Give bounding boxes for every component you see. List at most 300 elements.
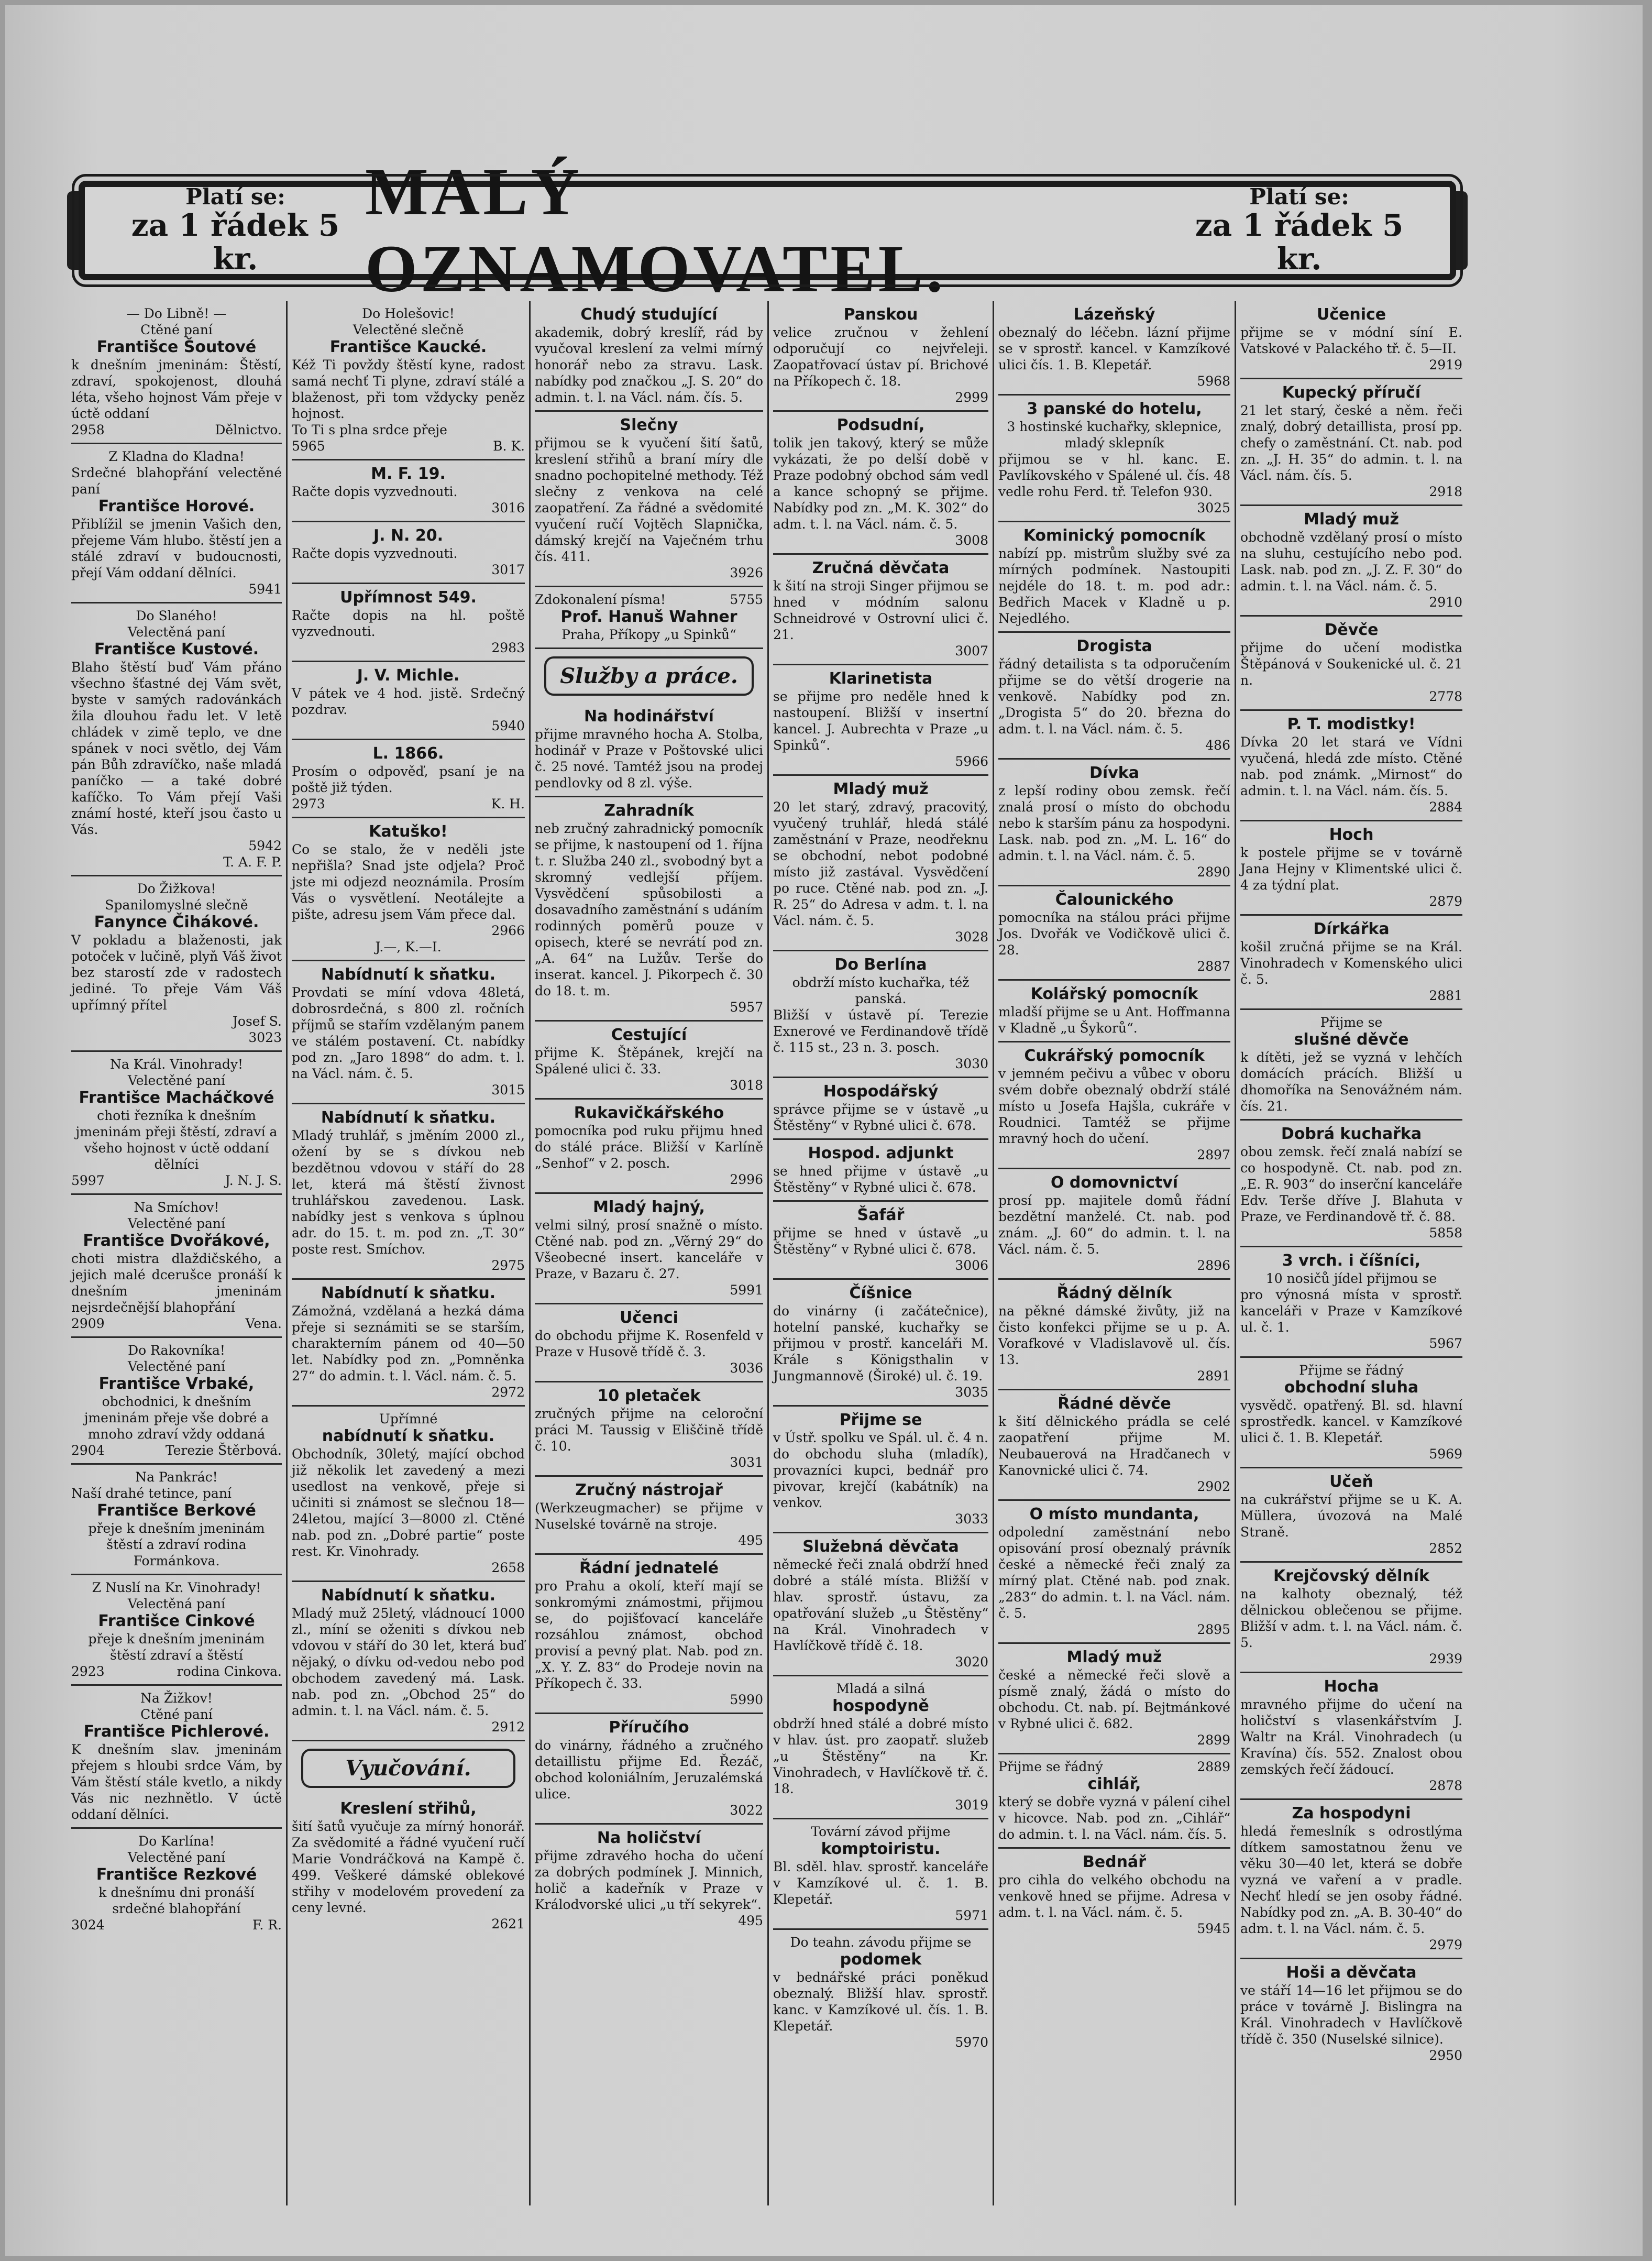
- ad-number: 2891: [1197, 1368, 1230, 1384]
- column-1: [67, 301, 286, 2205]
- classified-ad: [773, 1202, 988, 1280]
- classified-ad: [1240, 1010, 1462, 1121]
- ad-text: Bližší v ústavě pí. Terezie Exnerové ve Ferdinandově třídě č. 115 st., 23 n. 3. posch.: [773, 1007, 988, 1055]
- ad-text: německé řeči znalá obdrží hned dobré a stálé místa. Bližší v hlav. sprostř. ústavu, za opatřování služeb „u Štěstěny“ na Král. Vinohradech v Havlíčkově třídě č. 18.: [773, 1557, 988, 1653]
- classified-ad: [998, 1501, 1230, 1644]
- ad-heading: Do Berlína: [834, 956, 927, 974]
- ad-heading: Zahradník: [604, 802, 694, 820]
- ad-name: Františce Rezkové: [96, 1865, 257, 1884]
- classified-ad: [71, 301, 282, 444]
- ad-text: obou zemsk. řečí znalá nabízí se co hospodyně. Ct. nab. pod zn. „E. R. 903“ do inserční kanceláře Edv. Terše dříve J. Blahuta v Praze, ve Ferdinandově tř. č. 88.: [1240, 1144, 1462, 1224]
- classified-ad: [773, 776, 988, 951]
- ad-heading: Cukrářský pomocník: [1024, 1047, 1205, 1065]
- classified-ad: [71, 1575, 282, 1686]
- classified-ad: [71, 876, 282, 1052]
- ad-text: Provdati se míní vdova 48letá, dobrosrdečná, s 800 zl. ročních příjmů se stařím vzdělaným panem ve stálém postavení. Ct. nabídky pod zn. „Jaro 1898“ do adm. t. l. na Václ. nám. č. 5.: [292, 985, 525, 1081]
- ad-heading: Prof. Hanuš Wahner: [560, 608, 737, 626]
- classified-ad: [71, 1465, 282, 1575]
- ad-heading: Dívka: [1089, 764, 1139, 782]
- ad-number: 3008: [955, 533, 988, 548]
- ad-number: 2778: [1429, 689, 1462, 704]
- ad-heading: Upřímnost 549.: [340, 588, 477, 607]
- ad-code: Přijme se řádný: [998, 1759, 1103, 1774]
- ad-text: K dnešním slav. jmeninám přejem s hloubi srdce Vám, by Vám štěstí stále kvetlo, a nikdy Vás nic nezhnětlo. V úctě oddaní dělníci.: [71, 1742, 282, 1822]
- ad-footer-row: [71, 1172, 282, 1189]
- ad-number: 2878: [1429, 1778, 1462, 1793]
- ad-heading: Dobrá kuchařka: [1281, 1125, 1422, 1143]
- ad-text: pro Prahu a okolí, kteří mají se sonkromými známostmi, přijmou se, do pojišťovací kanceláře rozsáhlou známost, obchod provisí a pevný plat. Nab. pod zn. „X. Y. Z. 83“ do Prodeje novin na Příkopech č. 33.: [535, 1578, 763, 1691]
- ad-text: přeje k dnešním jmeninám štěstí zdraví a štěstí: [88, 1631, 265, 1663]
- ad-heading: Řádné děvče: [1058, 1395, 1171, 1413]
- ad-text: Mladý truhlář, s jměním 2000 zl., ožení by se s dívkou neb bezdětnou vdovou v stáří do 28 let, která má štěstí živnost truhlářskou zavedenou. Lask. nabídky jest s venkova s úplnou adr. do 15. t. m. pod zn. „T. 30“ poste rest. Smíchov.: [292, 1128, 525, 1257]
- ad-heading: Hospodářský: [823, 1082, 939, 1101]
- classified-ad: [998, 1169, 1230, 1280]
- ad-number: 2972: [491, 1385, 525, 1400]
- ad-heading: 3 vrch. i číšníci,: [1282, 1252, 1421, 1270]
- ad-text: přijme se v módní síní E. Vatskové v Palackého tř. č. 5—II.: [1240, 325, 1462, 356]
- ad-heading: O domovnictví: [1050, 1173, 1179, 1192]
- price-right: Platí se: za 1 řádek 5 kr.: [1195, 184, 1404, 277]
- ad-heading: Chudý studující: [580, 305, 718, 324]
- ad-text: k postele přijme se v továrně Jana Hejny v Klimentské ulici č. 4 za týdní plat.: [1240, 845, 1462, 893]
- classified-ad: [998, 633, 1230, 760]
- ad-number: 3015: [491, 1082, 525, 1097]
- ad-heading: Učeň: [1329, 1473, 1373, 1491]
- ad-name: Františce Macháčkové: [79, 1089, 274, 1107]
- classified-ad: [998, 522, 1230, 633]
- ad-heading: Na holičství: [597, 1829, 701, 1847]
- ad-footer-row: [71, 422, 282, 438]
- ad-text: Blaho štěstí buď Vám přáno všechno šťastné dej Vám svět, byste v samých radovánkách žila dlouhou řadu let. V letě chládek v zimě teplo, ve dne spánek v noci světlo, dej Vám pán Bůh zdravíčko, naše mladá paníčko — a také dobré kafíčko. To Vám přejí Vaši známí hosté, kteří jsou často u Vás.: [71, 660, 282, 837]
- ad-number: 486: [1205, 738, 1230, 753]
- ad-text: přijme K. Štěpánek, krejčí na Spálené ulici č. 33.: [535, 1045, 763, 1077]
- masthead: [79, 155, 1456, 306]
- ad-number: 3036: [730, 1360, 763, 1376]
- ad-text: Velectěné paní: [127, 1850, 226, 1865]
- ad-text: prosí pp. majitele domů řádní bezdětní manželé. Ct. nab. pod znám. „J. 60“ do admin. t. l. na Václ. nám. č. 5.: [998, 1193, 1230, 1257]
- classified-ad: [535, 1825, 763, 1934]
- ad-text: k dítěti, jež se vyzná v lehčích domácích prácích. Bližší u dhomoříka na Senovážném nám. čís. 21.: [1240, 1050, 1462, 1114]
- ad-name: Františce Šoutové: [96, 338, 257, 356]
- ad-name: Františce Berkové: [97, 1501, 256, 1520]
- classified-ad: [998, 1280, 1230, 1390]
- classified-ad: [773, 1078, 988, 1140]
- ad-heading: Cestující: [611, 1026, 687, 1044]
- ad-text: k šití dělnického prádla se celé zaopatření přijme M. Neubauerová na Hradčanech v Kanovnické ulici č. 74.: [998, 1414, 1230, 1478]
- ad-code: 3024: [71, 1917, 105, 1933]
- ad-signature: Dělnictvo.: [215, 422, 282, 437]
- ad-text: Přijme se: [1320, 1015, 1383, 1030]
- ad-heading: Rukavičkářského: [574, 1104, 724, 1122]
- ad-heading: komptoiristu.: [821, 1840, 941, 1858]
- classified-ad: [535, 301, 763, 412]
- classified-ad: [773, 555, 988, 665]
- ad-text: — Do Libně! —: [126, 306, 227, 321]
- classified-ad: [292, 818, 525, 961]
- classified-ad: [773, 1533, 988, 1676]
- ad-text: Kéž Ti povždy štěstí kyne, radost samá nechť Ti plyne, zdraví stálé a blaženost, při tom vždycky peněz hojnost.: [292, 357, 525, 421]
- ad-text: Velectěné paní: [127, 1073, 226, 1088]
- ad-text: Račte dopis na hl. poště vyzvednouti.: [292, 608, 525, 639]
- classified-ad: [773, 412, 988, 555]
- classified-ad: [773, 1930, 988, 2055]
- ad-number: 5971: [955, 1908, 988, 1923]
- classified-ad: [535, 797, 763, 1022]
- page-title: MALÝ OZNAMOVATEL.: [365, 155, 946, 306]
- classified-ad: [998, 1042, 1230, 1169]
- ad-text: ve stáří 14—16 let přijmou se do práce v továrně J. Bislingra na Král. Vinohradech v Havlíčkově třídě č. 350 (Nuselské silnice).: [1240, 1983, 1462, 2047]
- ad-heading: Katuško!: [369, 822, 448, 841]
- ad-heading: Panskou: [843, 305, 918, 324]
- ad-number: 3035: [955, 1385, 988, 1400]
- ad-footer-row: [71, 1442, 282, 1458]
- ad-footer-row: [71, 1917, 282, 1933]
- ad-text: neb zručný zahradnický pomocník se přijme, k nastoupení od 1. října t. r. Služba 240 zl., svobodný byt a skromný vedlejší příjem. Vysvědčení spůsobilosti a dosavadního zaměstnání s udáním rodinných poměrů pouze v opisech, které se nevrátí pod zn. „A. 64“ na Lužův. Terše do inserat. kancel. J. Pikorpech č. 30 do 18. t. m.: [535, 821, 763, 998]
- ad-text: správce přijme se v ústavě „u Štěstěny“ v Rybné ulici č. 678.: [773, 1102, 988, 1133]
- ad-number: 3030: [955, 1056, 988, 1071]
- ad-number: 2912: [491, 1719, 525, 1735]
- classified-ad: [535, 1100, 763, 1194]
- ad-heading: Za hospodyni: [1292, 1804, 1411, 1823]
- ad-heading: Číšnice: [849, 1284, 912, 1302]
- ad-text: Na Žižkov!: [140, 1691, 213, 1706]
- ad-heading: L. 1866.: [372, 744, 444, 763]
- ad-text: hledá řemeslník s odrostlýma dítkem samostatnou ženu ve věku 30—40 let, která se dobře vyzná ve vaření a v pradle. Nechť hledí se jen osoby řádné. Nabídky pod zn. „A. B. 30-40“ do adm. t. l. na Václ. nám. č. 5.: [1240, 1824, 1462, 1936]
- ad-text: šití šatů vyučuje za mírný honorář. Za svědomité a řádné vyučení ručí Marie Vondráčková na Kampě č. 499. Veškeré dámské oblekové střihy v modelovém provedení za ceny levné.: [292, 1819, 525, 1915]
- classified-ad: [773, 1819, 988, 1930]
- ad-heading: Mladý muž: [833, 780, 929, 798]
- ad-text: Co se stalo, že v neděli jste nepřišla? Snad jste odjela? Proč jste mi odjezd neoznámila. Prosím Vás o vysvětlení. Neotálejte a pište, adresu jsem Vám přece dal.: [292, 842, 525, 922]
- classified-ad: [535, 412, 763, 587]
- classified-ad: [292, 1104, 525, 1280]
- ad-footer-row: [71, 838, 282, 854]
- ad-text: velmi silný, prosí snažně o místo. Ctěné nab. pod zn. „Věrný 29“ do Všeobecné insert. kanceláře v Praze, v Bazaru č. 27.: [535, 1217, 763, 1281]
- ad-code: 2973: [292, 796, 325, 811]
- ad-heading: Kupecký příručí: [1282, 383, 1421, 402]
- ad-number: 2895: [1197, 1622, 1230, 1637]
- ad-heading: P. T. modistky!: [1287, 715, 1416, 733]
- ad-text: k šití na stroji Singer přijmou se hned v módním salonu Schneidrové v Ostrovní ulici č. 21.: [773, 578, 988, 642]
- ad-text: Do Holešovic!: [362, 306, 455, 321]
- ad-text: k dnešnímu dni pronáší srdečné blahopřání: [98, 1885, 255, 1916]
- ad-text: Ctěné paní: [140, 1707, 213, 1722]
- ad-number: 2902: [1197, 1479, 1230, 1494]
- ad-number: 495: [738, 1913, 763, 1928]
- ad-heading: nabídnutí k sňatku.: [322, 1427, 495, 1445]
- ad-number: 2950: [1429, 2048, 1462, 2063]
- ad-name: Františce Cinkové: [98, 1612, 255, 1630]
- ad-heading: Přijme se: [839, 1411, 922, 1429]
- ad-text: Račte dopis vyzvednouti.: [292, 546, 458, 561]
- ad-heading: Hoši a děvčata: [1286, 1963, 1417, 1982]
- ad-signature: F. R.: [252, 1917, 282, 1933]
- ad-footer-row: [71, 1315, 282, 1332]
- ad-signature: 5942: [248, 838, 282, 853]
- ad-heading: Čalounického: [1055, 891, 1174, 909]
- classified-ad: [773, 1280, 988, 1407]
- ad-heading: Mladý muž: [1304, 510, 1399, 529]
- ad-number: 5941: [248, 581, 282, 597]
- classified-ad: [773, 1407, 988, 1533]
- ad-number: 3025: [1197, 500, 1230, 515]
- ad-number: 5991: [730, 1282, 763, 1298]
- ad-text: choti mistra dlaždičského, a jejich malé dcerušce pronáší k dnešním jmeninám nejsrdečnější blahopřání: [71, 1251, 282, 1315]
- ad-number: 2979: [1429, 1937, 1462, 1952]
- ad-text: Velectěné slečně: [353, 322, 464, 337]
- ad-text: obeznalý do léčebn. lázní přijme se v sprostř. kancel. v Kamzíkové ulici čís. 1. B. Klepetář.: [998, 325, 1230, 372]
- ad-text: akademik, dobrý kreslíř, rád by vyučoval kreslení za velmi mírný honorář nebo za stravu. Lask. nabídky pod značkou „J. S. 20“ do admin. t. l. na Václ. nám. čís. 5.: [535, 325, 763, 405]
- ad-number: 3018: [730, 1078, 763, 1093]
- ad-name: Františce Vrbaké,: [98, 1375, 255, 1393]
- ad-number: 5957: [730, 1000, 763, 1015]
- ad-heading: Řádný dělník: [1056, 1284, 1172, 1302]
- column-5: [993, 301, 1235, 2205]
- ad-text: Do Rakovníka!: [128, 1343, 225, 1358]
- ad-number: 3017: [491, 562, 525, 577]
- ad-code: 5965: [292, 438, 325, 454]
- classified-ad: [535, 1555, 763, 1714]
- classified-ad: [292, 1407, 525, 1582]
- ad-text: přeje k dnešním jmeninám štěstí a zdraví rodina Formánkova.: [88, 1521, 265, 1568]
- ad-footer-row: [292, 438, 525, 454]
- classified-ad: [1240, 1563, 1462, 1673]
- ad-code: 5997: [71, 1173, 105, 1188]
- ad-number: 2890: [1197, 864, 1230, 880]
- ad-code: Zdokonalení písma!: [535, 592, 666, 607]
- ad-heading: Dírkářka: [1313, 920, 1390, 938]
- ad-number: 2966: [491, 923, 525, 938]
- classified-ad: [535, 1022, 763, 1100]
- classified-ad: [535, 703, 763, 797]
- ad-text: Velectěné paní: [127, 1359, 226, 1374]
- ad-signature: Terezie Štěrbová.: [165, 1443, 282, 1458]
- ad-text: V pátek ve 4 hod. jistě. Srdečný pozdrav.: [292, 686, 525, 717]
- classified-ad: [71, 1338, 282, 1465]
- ad-text: odpolední zaměstnání nebo opisování prosí obeznalý právník české a německé řeči znalý za mírný plat. Ctěné nab. pod znak. „283“ do admin. t. l. na Václ. nám. č. 5.: [998, 1524, 1230, 1621]
- ad-heading: Zručná děvčata: [812, 559, 950, 577]
- ad-number: 3007: [955, 643, 988, 658]
- classified-ad: [1240, 301, 1462, 379]
- ad-text: To Ti s plna srdce přeje: [292, 422, 447, 437]
- classified-ad: [1240, 821, 1462, 916]
- ad-heading: Učenice: [1316, 305, 1386, 324]
- ad-code: 2904: [71, 1443, 105, 1458]
- ad-name: Františce Horové.: [98, 497, 255, 515]
- ad-heading: Příručího: [609, 1718, 689, 1737]
- ad-text: pomocníka pod ruku přijmu hned do stálé práce. Bližší v Karlíně „Senhof“ v 2. posch.: [535, 1123, 763, 1171]
- ad-text: pro cihla do velkého obchodu na venkově hned se přijme. Adresa v adm. t. l. na Václ. nám. č. 5.: [998, 1872, 1230, 1920]
- ad-number: 2910: [1429, 595, 1462, 610]
- ad-signature: 5755: [730, 592, 763, 607]
- ad-number: 2887: [1197, 959, 1230, 974]
- ad-text: obdrží místo kuchařka, též panská.: [792, 975, 970, 1006]
- ad-signature: K. H.: [491, 796, 525, 811]
- ad-number: 3019: [955, 1797, 988, 1813]
- ad-text: Z Nuslí na Kr. Vinohrady!: [92, 1580, 261, 1595]
- ad-code: 2958: [71, 422, 105, 437]
- ad-number: 3022: [730, 1803, 763, 1818]
- ad-text: do obchodu přijme K. Rosenfeld v Praze v Husově třídě č. 3.: [535, 1328, 763, 1359]
- ad-text: košil zručná přijme se na Král. Vinohradech v Komenského ulici č. 5.: [1240, 939, 1462, 987]
- ad-text: Dívka 20 let stará ve Vídni vyučená, hledá zde místo. Ctěné nab. pod známk. „Mirnost“ do admin. t. l. na Václ. nám. čís. 5.: [1240, 734, 1462, 798]
- ad-name: Františce Kustové.: [94, 640, 259, 658]
- ad-text: Spanilomyslné slečně: [105, 897, 248, 913]
- classified-ad: [71, 1195, 282, 1338]
- ad-signature: B. K.: [493, 438, 525, 454]
- classified-ad: [1240, 1468, 1462, 1563]
- classified-ad: [1240, 1673, 1462, 1800]
- ad-text: v bednářské práci poněkud obeznalý. Bližší hlav. sprostř. kanc. v Kamzíkové ul. čís. 1. B. Klepetář.: [773, 1970, 988, 2034]
- column-6: [1235, 301, 1467, 2205]
- ad-text: Z Kladna do Kladna!: [108, 449, 245, 464]
- ad-text: Mladá a silná: [836, 1681, 926, 1696]
- ad-heading: cihlář,: [1087, 1775, 1141, 1793]
- ad-text: Naší drahé tetince, paní: [71, 1486, 232, 1501]
- classified-ad: [535, 587, 763, 649]
- ad-heading: Mladý hajný,: [593, 1198, 705, 1216]
- classified-ad: [292, 460, 525, 522]
- classified-ad: [998, 396, 1230, 522]
- ad-number: 5966: [955, 754, 988, 769]
- ad-heading: Klarinetista: [829, 669, 933, 688]
- ad-text: obchodnici, k dnešním jmeninám přeje vše dobré a mnoho zdraví vždy oddaná: [84, 1394, 269, 1442]
- classified-ad: [773, 665, 988, 776]
- ad-heading: Zručný nástrojař: [575, 1481, 723, 1499]
- ad-text: obdrží hned stálé a dobré místo v hlav. úst. pro zaopatř. služeb „u Štěstěny“ na Kr. Vinohradech, v Havlíčkově tř. č. 18.: [773, 1716, 988, 1796]
- ad-heading: obchodní sluha: [1284, 1378, 1419, 1397]
- classified-ad: [998, 1644, 1230, 1754]
- classified-ad: [1240, 1358, 1462, 1468]
- ad-signature: rodina Cinkova.: [177, 1664, 282, 1679]
- ad-text: 20 let starý, zdravý, pracovitý, vyučený truhlář, hledá stálé zaměstnání v Praze, neodřeknu se obchodní, nebot podobné místo již zastával. Vysvědčení po ruce. Ctěné nab. pod zn. „J. R. 25“ do Adresa v adm. t. l. na Václ. nám. č. 5.: [773, 799, 988, 928]
- ad-text: Přiblížil se jmenin Vašich den, přejeme Vám hlubo. štěstí jen a stálé zdraví v budoucnosti, přejí Vám oddaní dělníci.: [71, 517, 282, 580]
- classified-ad: [292, 1280, 525, 1407]
- column-4: [767, 301, 993, 2205]
- ad-heading: Kominický pomocník: [1023, 526, 1206, 545]
- ad-number: 2881: [1429, 988, 1462, 1003]
- ad-text: přijmou se k vyučení šití šatů, kreslení střihů a braní míry dle snadno pochopitelné methody. Též slečny z venkova na celé zaopatření. Za řádné a svědomité vyučení ručí Vojtěch Slapnička, dámský krejčí na Vaječném trhu čís. 411.: [535, 435, 763, 564]
- ad-text: Ctěné paní: [140, 322, 213, 337]
- ad-footer-row: [535, 591, 763, 608]
- ad-heading: J. N. 20.: [373, 526, 444, 545]
- ad-text: zručných přijme na celoroční práci M. Taussig v Eliščině třídě č. 10.: [535, 1406, 763, 1454]
- classified-ad: [71, 603, 282, 876]
- ad-text: Mladý muž 25letý, vládnoucí 1000 zl., míní se oženiti s dívkou neb vdovou v stáří do 30 let, která buď nějaký, o dívku od-vedou nebo pod obchodem zavedený má. Lask. nab. pod zn. „Obchod 25“ do admin. t. l. na Václ. nám. č. 5.: [292, 1606, 525, 1718]
- ad-name: Františce Dvořákové,: [83, 1232, 270, 1250]
- classified-ad: [998, 760, 1230, 886]
- ad-text: Velectěná paní: [127, 1596, 226, 1611]
- ad-text: tolik jen takový, který se může vykázati, že po delší době v Praze podobný obchod sám vedl a kance schopný se přijme. Nabídky pod zn. „M. K. 302“ do adm. t. l. na Václ. nám. č. 5.: [773, 435, 988, 532]
- ad-signature: J. N. J. S.: [225, 1173, 282, 1188]
- ad-text: k dnešním jmeninám: Štěstí, zdraví, spokojenost, dlouhá léta, všeho hojnost Vám přeje v úctě oddaní: [71, 357, 282, 421]
- ad-text: Na Král. Vinohrady!: [109, 1057, 244, 1072]
- ad-signature: Vena.: [245, 1316, 282, 1331]
- ad-number: 2939: [1429, 1651, 1462, 1666]
- ad-heading: Mladý muž: [1066, 1648, 1162, 1666]
- ad-text: se přijme pro neděle hned k nastoupení. Bližší v insertní kancel. J. Aubrechta v Praze „u Spinků“.: [773, 689, 988, 753]
- ad-heading: O místo mundanta,: [1029, 1505, 1199, 1523]
- price-left: Platí se: za 1 řádek 5 kr.: [131, 184, 340, 277]
- ad-text: Do teahn. závodu přijme se: [790, 1935, 972, 1950]
- classified-ad: [1240, 711, 1462, 821]
- ad-text: na cukrářství přijme se u K. A. Müllera, úvozová na Malé Straně.: [1240, 1492, 1462, 1540]
- ad-number: 2884: [1429, 799, 1462, 815]
- ad-number: 5968: [1197, 374, 1230, 389]
- ad-text: na pěkné dámské živůty, již na čisto konfekci přijme se u p. A. Vorafkové v Vladislavově ul. čís. 13.: [998, 1303, 1230, 1367]
- ad-heading: 10 pletaček: [597, 1387, 701, 1405]
- ad-number: 3006: [955, 1258, 988, 1273]
- ad-text: (Werkzeugmacher) se přijme v Nuselské továrně na stroje.: [535, 1500, 763, 1532]
- ad-text: 3 hostinské kuchařky, sklepnice, mladý sklepník: [1007, 419, 1222, 451]
- ad-number: 2975: [491, 1258, 525, 1273]
- ad-heading: Nabídnutí k sňatku.: [321, 1284, 496, 1302]
- classified-columns: [67, 301, 1467, 2205]
- ad-text: mladší přijme se u Ant. Hoffmanna v Kladně „u Šykorů“.: [998, 1004, 1230, 1036]
- ad-heading: hospodyně: [832, 1697, 929, 1715]
- classified-ad: [1240, 1121, 1462, 1247]
- classified-ad: [71, 444, 282, 603]
- classified-ad: [292, 961, 525, 1104]
- ad-name: Františce Kaucké.: [329, 338, 487, 356]
- classified-ad: [292, 522, 525, 584]
- ad-text: Obchodník, 30letý, mající obchod již několik let zavedený a mezi usedlost na venkově, přeje si učiniti si známost se slečnou 18—24letou, mající 3—8000 zl. Ctěné nab. pod zn. „Dobré partie“ poste rest. Kr. Vinohrady.: [292, 1446, 525, 1559]
- ad-text: Do Karlína!: [138, 1834, 215, 1849]
- classified-ad: [1240, 1800, 1462, 1959]
- ad-heading: Kreslení střihů,: [340, 1799, 477, 1818]
- ad-text: 21 let starý, české a něm. řeči znalý, dobrý detaillista, prosí pp. chefy o zaměstnání. Ct. nab. pod zn. „J. H. 35“ do admin. t. l. na Václ. nám. čís. 5.: [1240, 403, 1462, 483]
- classified-ad: [998, 1754, 1230, 1849]
- ad-number: 3926: [730, 565, 763, 580]
- ad-text: Tovární závod přijme: [811, 1824, 951, 1839]
- classified-ad: [998, 981, 1230, 1042]
- ad-text: v jemném pečivu a vůbec v oboru svém dobře obeznalý obdrží stálé místo u Josefa Hajšla, cukráře v Roudnici. Tamtéž se přijme mravný hoch do učení.: [998, 1066, 1230, 1146]
- ad-heading: 3 panské do hotelu,: [1027, 400, 1202, 418]
- classified-ad: [998, 301, 1230, 396]
- ad-heading: Hospod. adjunkt: [808, 1144, 954, 1162]
- ad-text: Upřímné: [379, 1411, 438, 1426]
- classified-ad: [1240, 1247, 1462, 1358]
- classified-ad: [1240, 506, 1462, 617]
- classified-ad: [292, 1582, 525, 1741]
- classified-ad: [71, 1052, 282, 1195]
- ad-number: 5970: [955, 2035, 988, 2050]
- ad-text: na kalhoty obeznalý, též dělnickou oblečenou se přijme. Bližší v adm. t. l. na Václ. nám. č. 5.: [1240, 1586, 1462, 1650]
- ad-heading: Na hodinářství: [584, 707, 714, 726]
- ad-footer-row: [292, 796, 525, 812]
- classified-ad: [1240, 916, 1462, 1010]
- ad-text: české a německé řeči slově a písmě znalý, žádá o místo do obchodu. Ct. nab. pí. Bejtmánkové v Rybné ulici č. 682.: [998, 1667, 1230, 1731]
- ad-text: do vinárny, řádného a zručného detaillistu přijme Ed. Řezáč, obchod koloniálním, Jeruzalémská ulice.: [535, 1738, 763, 1802]
- ad-number: 2899: [1197, 1732, 1230, 1748]
- ad-signature: Josef S.: [232, 1014, 282, 1029]
- ad-number: 5858: [1429, 1225, 1462, 1241]
- ad-heading: Řádní jednatelé: [579, 1559, 719, 1577]
- classified-ad: [773, 951, 988, 1078]
- ad-number: 2897: [1197, 1147, 1230, 1162]
- classified-ad: [1240, 1959, 1462, 2068]
- column-2: [286, 301, 529, 2205]
- ad-heading: Slečny: [620, 416, 678, 434]
- classified-ad: [535, 1304, 763, 1382]
- ad-text: Přijme se řádný: [1299, 1363, 1404, 1378]
- classified-ad: [773, 1140, 988, 1202]
- ad-signature: 2889: [1197, 1759, 1230, 1774]
- ad-text: Zámožná, vzdělaná a hezká dáma přeje si seznámiti se se starším, charakterním pánem od 40—50 let. Nabídky pod zn. „Pomněnka 27“ do admin. t. l. Václ. nám. č. 5.: [292, 1303, 525, 1384]
- ad-text: Do Žižkova!: [137, 881, 216, 896]
- ad-text: nabízí pp. mistrům služby své za mírných podmínek. Nastoupiti nejdéle do 18. t. m. pod adr.: Bedřich Macek v Kladně u p. Nejedlého.: [998, 546, 1230, 626]
- ad-text: Prosím o odpověď, psaní je na poště již týden.: [292, 764, 525, 795]
- ad-number: 495: [738, 1533, 763, 1548]
